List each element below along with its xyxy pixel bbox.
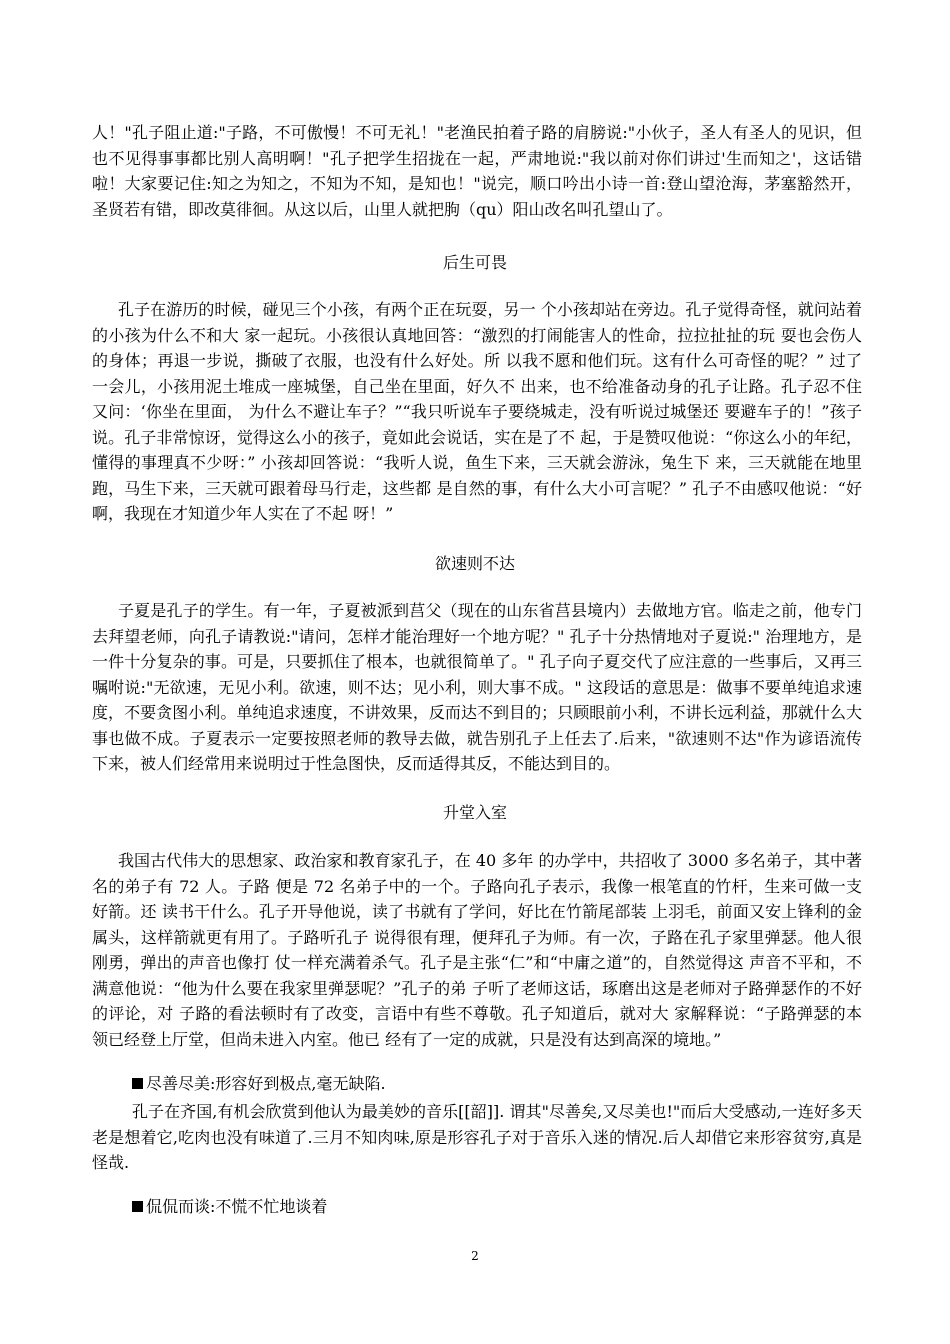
- section-title-shengtang-rushi: 升堂入室: [442, 803, 507, 822]
- idiom-definition: 尽善尽美:形容好到极点,毫无缺陷.: [146, 1074, 386, 1093]
- idiom-definition: 侃侃而谈:不慌不忙地谈着: [146, 1197, 328, 1216]
- intro-paragraph: 人！"孔子阻止道:"子路，不可傲慢！不可无礼！"老渔民拍着子路的肩膀说:"小伙子，圣人有圣人的见识，但也不见得事事都比别人高明啊！"孔子把学生招拢在一起，严肃地说:"我以前对你们讲过'生而知之'，这话错啦！大家要记住:知之为知之，不知为不知，是知也！"说完，顺口吟出小诗一首:登山望沧海，茅塞豁然开，圣贤若有错，即改莫徘徊。从这以后，山里人就把朐（qu）阳山改名叫孔望山了。: [92, 123, 862, 219]
- section-body-yusu-zebuda: 子夏是孔子的学生。有一年，子夏被派到莒父（现在的山东省莒县境内）去做地方官。临走之前，他专门去拜望老师，向孔子请教说:"请问，怎样才能治理好一个地方呢？" 孔子十分热情地对子夏说:" 治理地方，是一件十分复杂的事。可是，只要抓住了根本，也就很简单了。" 孔子向子夏交代了应注意的一些事后，又再三嘱咐说:"无欲速，无见小利。欲速，则不达；见小利，则大事不成。" 这段话的意思是：做事不要单纯追求速度，不要贪图小利。单纯追求速度，不讲效果，反而达不到目的；只顾眼前小利，不讲长远利益，那就什么大事也做不成。子夏表示一定要按照老师的教导去做，就告别孔子上任去了.后来，"欲速则不达"作为谚语流传下来，被人们经常用来说明过于性急图快，反而适得其反，不能达到目的。: [92, 601, 862, 773]
- idiom-explanation-jinshan-jinmei: 孔子在齐国,有机会欣赏到他认为最美妙的音乐[[韶]]. 谓其"尽善矣,又尽美也!"而后大受感动,一连好多天老是想着它,吃肉也没有味道了.三月不知肉味,原是形容孔子对于音乐入迷的情况.后人却借它来形容贫穷,真是怪哉.: [92, 1102, 862, 1172]
- square-bullet-icon: [132, 1201, 143, 1212]
- section-body-shengtang-rushi: 我国古代伟大的思想家、政治家和教育家孔子，在 40 多年 的办学中，共招收了 3000 多名弟子，其中著名的弟子有 72 人。子路 便是 72 名弟子中的一个。子路向孔子表示，我像一根笔直的竹杆，生来可做一支好箭。还 读书干什么。孔子开导他说，读了书就有了学问，好比在竹箭尾部装 上羽毛，前面又安上锋利的金属头，这样箭就更有用了。子路听孔子 说得很有理，便拜孔子为师。有一次，子路在孔子家里弹瑟。他人很刚勇，弹出的声音也像打 仗一样充满着杀气。孔子是主张“仁”和“中庸之道”的，自然觉得这 声音不平和，不满意他说：“他为什么要在我家里弹瑟呢？”孔子的弟 子听了老师这话，琢磨出这是老师对子路弹瑟作的不好的评论，对 子路的看法顿时有了改变，言语中有些不尊敬。孔子知道后，就对大 家解释说：“子路弹瑟的本领已经登上厅堂，但尚未进入内室。他已 经有了一定的成就，只是没有达到高深的境地。”: [92, 851, 862, 1049]
- section-title-housheng-kewei: 后生可畏: [442, 253, 507, 272]
- idiom-item-jinshan-jinmei: [132, 1073, 386, 1095]
- section-body-housheng-kewei: 孔子在游历的时候，碰见三个小孩，有两个正在玩耍，另一 个小孩却站在旁边。孔子觉得奇怪，就问站着的小孩为什么不和大 家一起玩。小孩很认真地回答：“激烈的打闹能害人的性命，拉拉扯扯的玩 耍也会伤人的身体；再退一步说，撕破了衣服，也没有什么好处。所 以我不愿和他们玩。这有什么可奇怪的呢？” 过了一会儿，小孩用泥土堆成一座城堡，自己坐在里面，好久不 出来，也不给准备动身的孔子让路。孔子忍不住又问：‘你坐在里面， 为什么不避让车子？”“我只听说车子要绕城走，没有听说过城堡还 要避车子的！”孩子说。孔子非常惊讶，觉得这么小的孩子，竟如此会说话，实在是了不 起，于是赞叹他说：“你这么小的年纪，懂得的事理真不少呀：” 小孩却回答说：“我听人说，鱼生下来，三天就会游泳，兔生下 来，三天就能在地里跑，马生下来，三天就可跟着母马行走，这些都 是自然的事，有什么大小可言呢？” 孔子不由感叹他说：“好啊，我现在才知道少年人实在了不起 呀！”: [92, 300, 862, 523]
- square-bullet-icon: [132, 1078, 143, 1089]
- page-number: 2: [471, 1249, 479, 1263]
- idiom-item-kankan-ertan: [132, 1196, 327, 1218]
- section-title-yusu-zebuda: 欲速则不达: [434, 554, 515, 573]
